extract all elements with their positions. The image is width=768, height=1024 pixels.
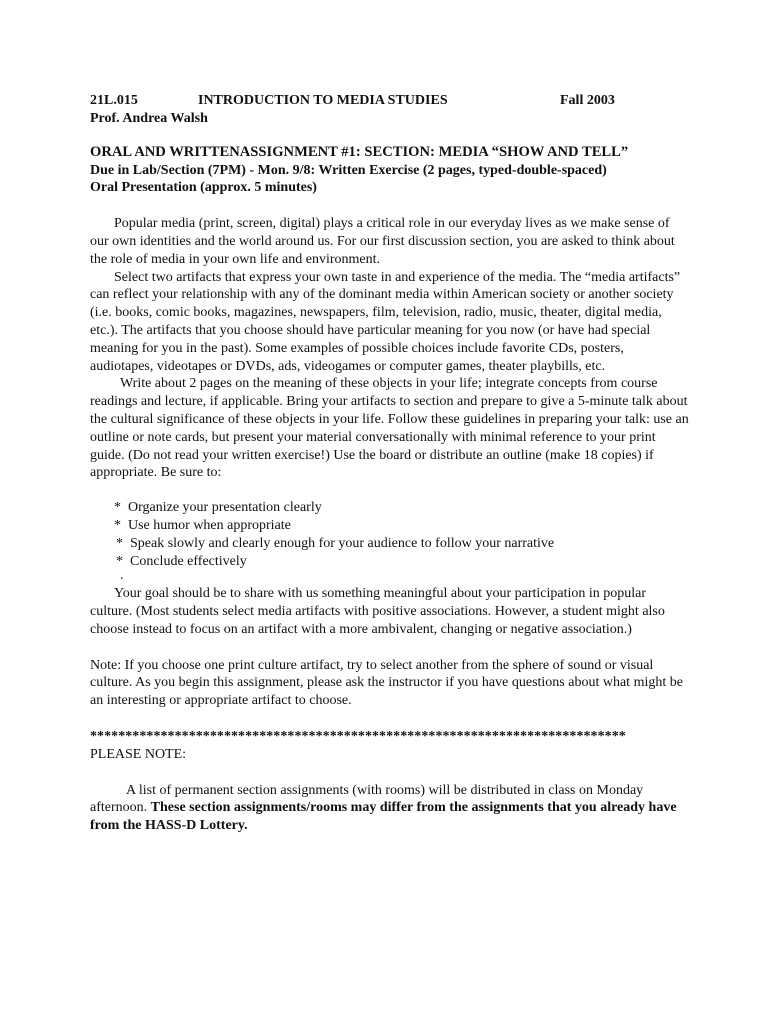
course-title: INTRODUCTION TO MEDIA STUDIES (198, 93, 448, 108)
paragraph-artifacts: Select two artifacts that express your own taste in and experience of the media. The “media artifacts” can reflect your relationship with any of the dominant media within American society or another society (i.e. books, comic books, magazines, newspapers, film, television, radio, music, theater, digital media, etc.). The artifacts that you choose should have particular meaning for you now (or have had special meaning for you in the past). Some examples of possible choices include favorite CDs, posters, audiotapes, videotapes or DVDs, ads, videogames or computer games, theater playbills, etc. (90, 269, 681, 374)
list-item-text: Conclude effectively (130, 554, 247, 570)
divider-stars: **************************************************************************** (90, 728, 626, 744)
paragraph-write: Write about 2 pages on the meaning of these objects in your life; integrate concepts from course readings and lecture, if applicable. Bring your artifacts to section and prepare to give a 5-minute talk about the cultural significance of these objects in your life. Follow these guidelines in preparing your talk: use an outline or note cards, but present your material conversationally with minimal reference to your print guide. (Do not read your written exercise!) Use the board or distribute an outline (make 18 copies) if appropriate. Be sure to: (90, 376, 689, 481)
stray-dot: . (120, 568, 124, 584)
list-item (90, 553, 690, 571)
please-note-label: PLEASE NOTE: (90, 746, 187, 762)
bullet-star: * (116, 536, 123, 552)
bullet-star: * (114, 500, 121, 516)
paragraph-section-assignments (90, 782, 690, 835)
list-item (90, 535, 690, 553)
list-item-text: Organize your presentation clearly (128, 500, 322, 516)
list-item (90, 517, 690, 535)
professor-name: Prof. Andrea Walsh (90, 111, 208, 126)
list-item (90, 499, 690, 517)
list-item-text: Speak slowly and clearly enough for your audience to follow your narrative (130, 536, 555, 552)
course-term: Fall 2003 (560, 93, 615, 108)
assignment-heading: ORAL AND WRITTENASSIGNMENT #1: SECTION: MEDIA “SHOW AND TELL” (90, 143, 629, 160)
course-header (90, 92, 690, 110)
note-text: A list of permanent section assignments (with rooms) will be distributed in class on Monday afternoon. (90, 782, 644, 816)
oral-line: Oral Presentation (approx. 5 minutes) (90, 180, 317, 196)
paragraph-intro: Popular media (print, screen, digital) plays a critical role in our everyday lives as we make sense of our own identities and the world around us. For our first discussion section, you are asked to think about the role of media in your own life and environment. (90, 216, 675, 267)
bullet-star: * (116, 554, 123, 570)
due-line: Due in Lab/Section (7PM) - Mon. 9/8: Written Exercise (2 pages, typed-double-spaced) (90, 162, 607, 178)
note-text-bold: These section assignments/rooms may differ from the assignments that you already have from the HASS-D Lottery. (90, 800, 677, 834)
list-item-text: Use humor when appropriate (128, 518, 291, 534)
document-page (90, 92, 690, 835)
course-number: 21L.015 (90, 93, 138, 108)
bullet-star: * (114, 518, 121, 534)
paragraph-goal: Your goal should be to share with us something meaningful about your participation in popular culture. (Most students select media artifacts with positive associations. However, a student might also choose instead to focus on an artifact with a more ambivalent, changing or negative association.) (90, 586, 665, 637)
paragraph-note: Note: If you choose one print culture artifact, try to select another from the sphere of sound or visual culture. As you begin this assignment, please ask the instructor if you have questions about what might be an interesting or appropriate artifact to choose. (90, 657, 683, 709)
guideline-list (90, 499, 690, 571)
